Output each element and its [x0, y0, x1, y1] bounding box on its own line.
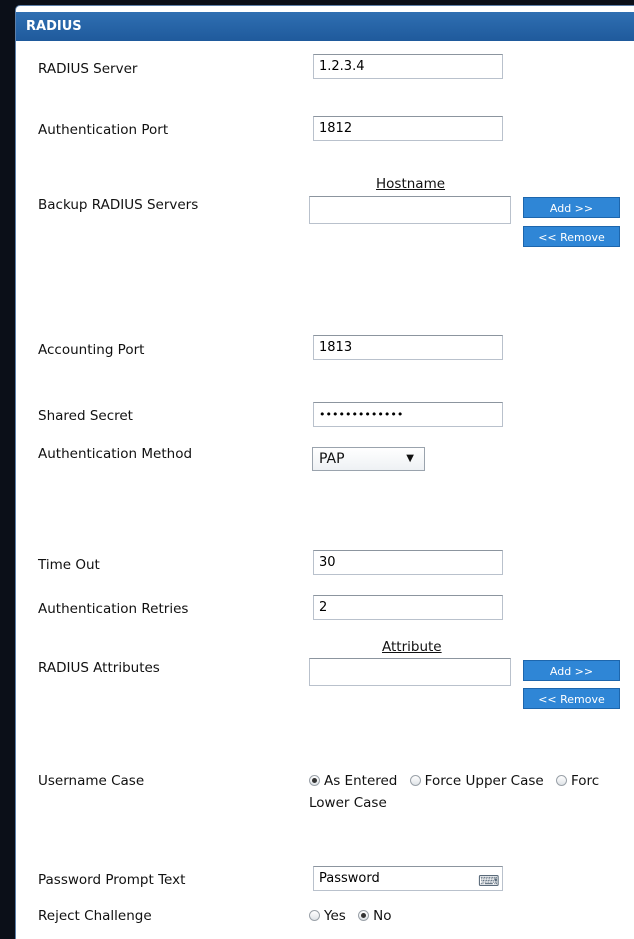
- shared-secret-label: Shared Secret: [38, 408, 133, 424]
- username-case-wrap: Lower Case: [309, 795, 387, 811]
- backup-servers-label: Backup RADIUS Servers: [38, 197, 199, 213]
- add-hostname-button[interactable]: Add >>: [523, 197, 620, 218]
- attribute-column-header: Attribute: [382, 639, 442, 655]
- reject-challenge-label: Reject Challenge: [38, 908, 152, 924]
- radio-as-entered[interactable]: As Entered: [309, 773, 397, 789]
- reject-challenge-options: [309, 908, 399, 924]
- radio-icon: [410, 775, 421, 786]
- auth-method-select[interactable]: [312, 447, 425, 471]
- auth-retries-label: Authentication Retries: [38, 601, 189, 617]
- radio-yes[interactable]: Yes: [309, 908, 346, 924]
- keyboard-icon[interactable]: ⌨: [478, 872, 500, 890]
- add-attribute-button[interactable]: Add >>: [523, 660, 620, 681]
- radio-icon: [556, 775, 567, 786]
- auth-retries-input[interactable]: 2: [313, 595, 503, 620]
- auth-method-label: Authentication Method: [38, 446, 193, 462]
- remove-hostname-button[interactable]: << Remove: [523, 226, 620, 247]
- radius-attributes-label: RADIUS Attributes: [38, 660, 160, 676]
- auth-port-label: Authentication Port: [38, 122, 169, 138]
- radio-icon: [309, 910, 320, 921]
- password-prompt-input[interactable]: Password: [313, 866, 503, 891]
- radio-force-lower[interactable]: Forc: [556, 773, 599, 789]
- time-out-label: Time Out: [38, 557, 100, 573]
- acct-port-input[interactable]: 1813: [313, 335, 503, 360]
- username-case-label: Username Case: [38, 773, 145, 789]
- radio-force-upper[interactable]: Force Upper Case: [410, 773, 544, 789]
- auth-port-input[interactable]: 1812: [313, 116, 503, 141]
- shared-secret-input[interactable]: •••••••••••••: [313, 402, 503, 427]
- time-out-input[interactable]: 30: [313, 550, 503, 575]
- chevron-down-icon: ▼: [406, 453, 414, 464]
- acct-port-label: Accounting Port: [38, 342, 145, 358]
- radio-no[interactable]: No: [358, 908, 391, 924]
- hostname-column-header: Hostname: [376, 176, 446, 192]
- radio-selected-icon: [358, 910, 369, 921]
- remove-attribute-button[interactable]: << Remove: [523, 688, 620, 709]
- auth-method-value: PAP: [319, 451, 345, 467]
- radius-server-label: RADIUS Server: [38, 61, 138, 77]
- section-title: RADIUS: [16, 12, 634, 41]
- username-case-options: [309, 773, 607, 789]
- attribute-input[interactable]: [309, 658, 511, 686]
- hostname-input[interactable]: [309, 196, 511, 224]
- radius-server-input[interactable]: 1.2.3.4: [313, 54, 503, 79]
- radius-panel: [15, 5, 634, 939]
- radio-selected-icon: [309, 775, 320, 786]
- password-prompt-label: Password Prompt Text: [38, 872, 186, 888]
